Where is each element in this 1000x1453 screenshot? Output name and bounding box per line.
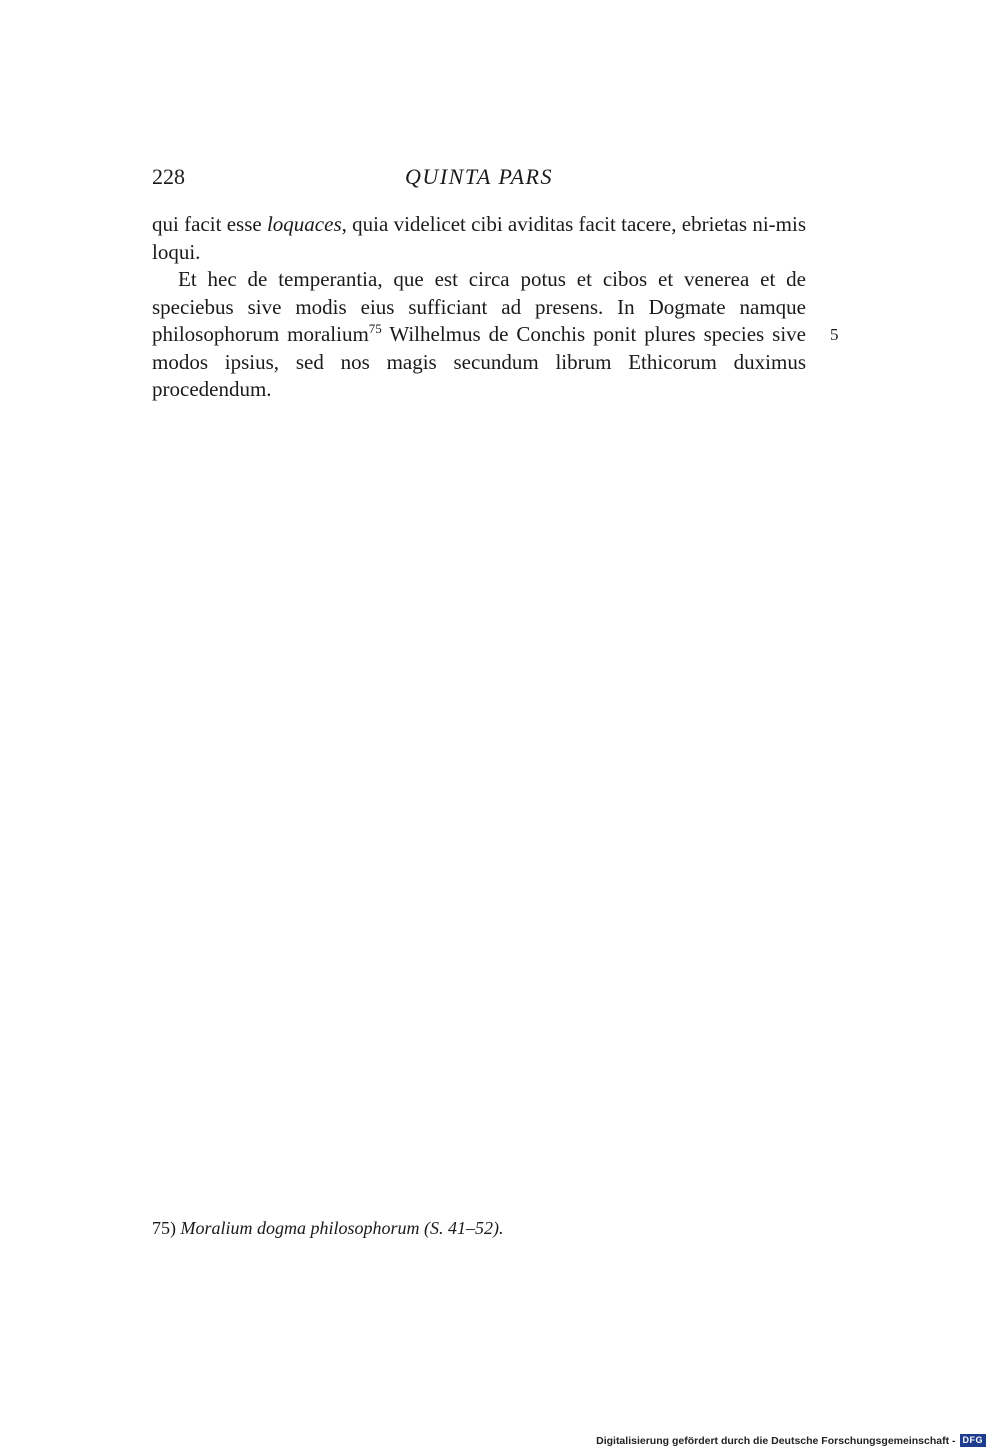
footnote-text: Moralium dogma philosophorum (S. 41–52).	[180, 1218, 504, 1238]
paragraph-2	[152, 266, 806, 404]
footnote	[152, 1216, 504, 1240]
paragraph-1-italic: loquaces	[266, 212, 342, 236]
paragraph-2-text-b: Wilhelmus de Conchis ponit plures species sive modos ipsius, sed nos magis secundum librum Ethicorum duximus procedendum.	[152, 322, 806, 401]
paragraph-1-text-b: , quia videlicet cibi aviditas facit tacere, ebrietas ni-mis loqui.	[152, 212, 806, 264]
dfg-credit-text: Digitalisierung gefördert durch die Deutsche Forschungsgemeinschaft -	[596, 1434, 956, 1447]
main-text	[152, 211, 806, 404]
line-number: 5	[830, 325, 839, 344]
page-number: 228	[152, 164, 185, 189]
paragraph-2-text-a: Et hec de temperantia, que est circa potus et cibos et venerea et de speciebus sive modis eius sufficiant ad presens. In Dogmate namque philosophorum moralium	[152, 267, 806, 346]
running-head: QUINTA PARS	[405, 164, 553, 189]
paragraph-1	[152, 211, 806, 266]
footnote-reference[interactable]: 75	[368, 321, 382, 336]
footnote-number: 75)	[152, 1218, 176, 1238]
dfg-credit	[596, 1434, 986, 1447]
paragraph-1-text-a: qui facit esse	[152, 212, 267, 236]
dfg-logo: DFG	[960, 1434, 987, 1447]
